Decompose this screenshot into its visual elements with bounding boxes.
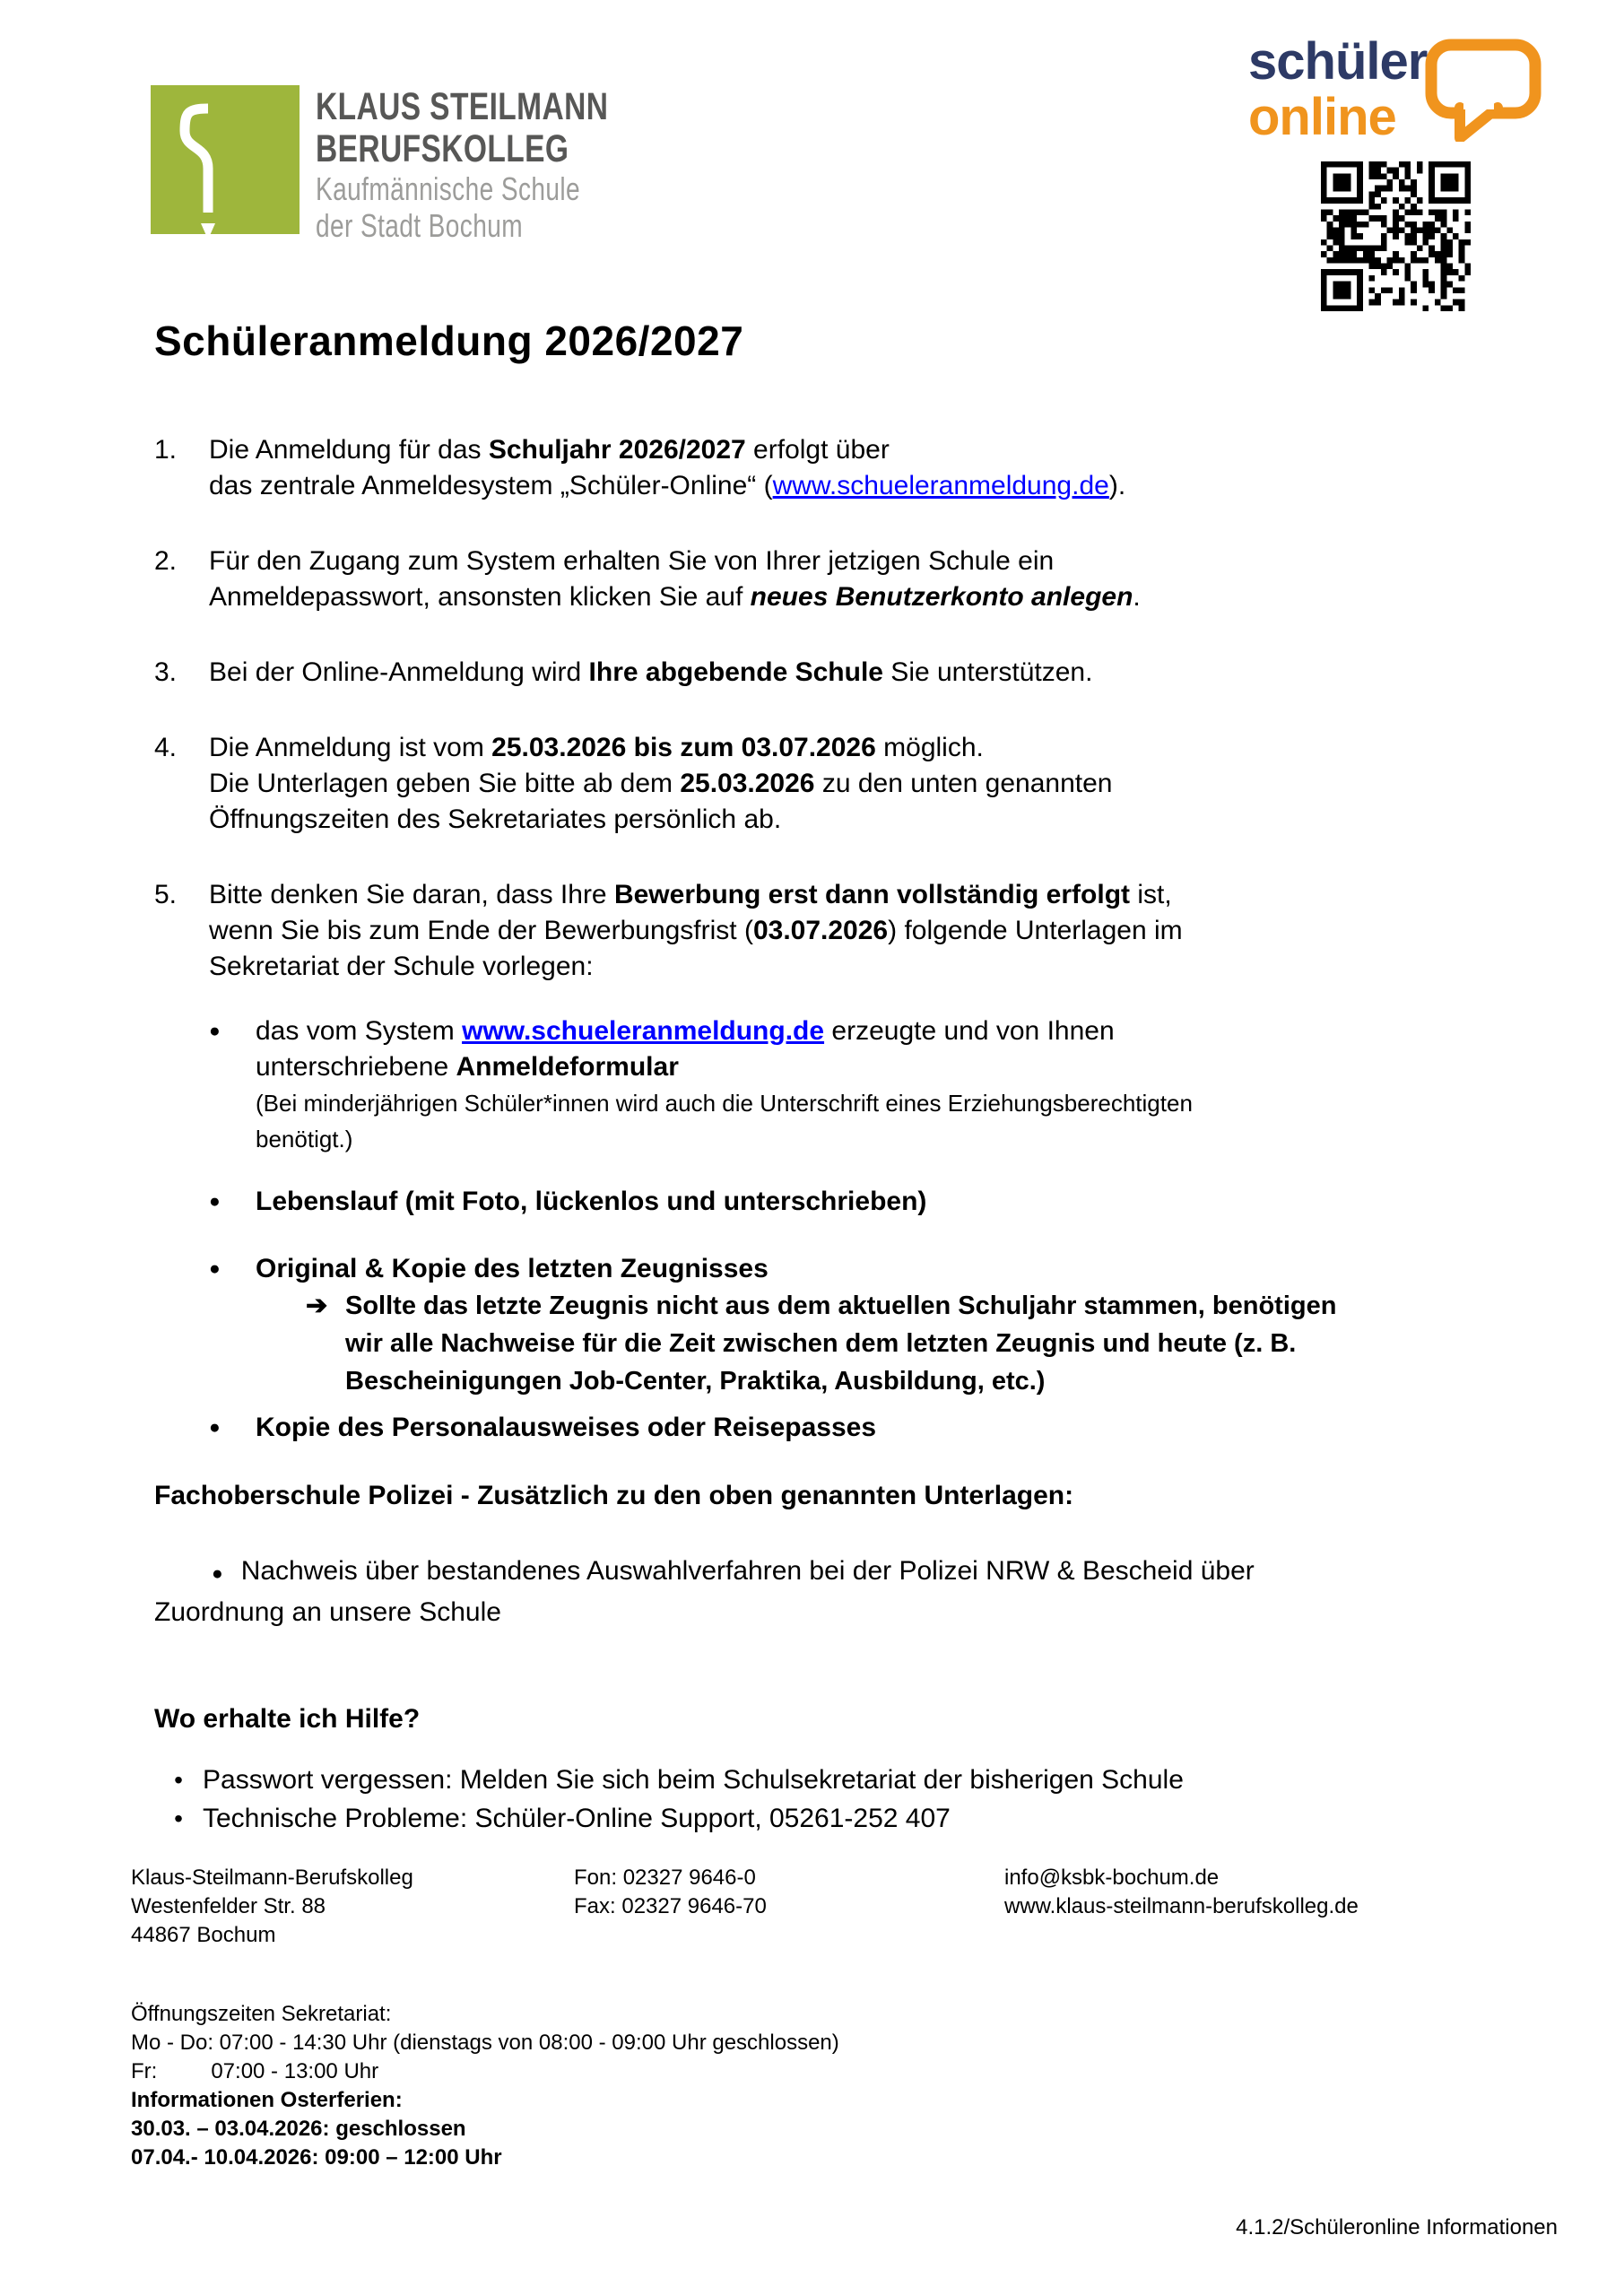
schueleranmeldung-link[interactable]: www.schueleranmeldung.de [462, 1016, 825, 1046]
contact-address [131, 1864, 574, 1950]
phone: Fon: 02327 9646-0 [574, 1866, 756, 1890]
item-text: Bei der Online-Anmeldung wird Ihre abgebende Schule Sie unterstützen. [209, 657, 1093, 687]
help-item-text: Passwort vergessen: Melden Sie sich beim Schulsekretariat der bisherigen Schule [203, 1765, 1184, 1795]
hours-line-bold: 07.04.- 10.04.2026: 09:00 – 12:00 Uhr [131, 2145, 502, 2170]
document-body [154, 316, 1540, 1838]
opening-hours [131, 2000, 1557, 2172]
speech-bubble-icon [1424, 38, 1542, 142]
numbered-item-1 [154, 432, 1540, 504]
footer [131, 1864, 1557, 2172]
item-number: 1. [154, 435, 178, 465]
item-text: Die Anmeldung ist vom 25.03.2026 bis zum 03.07.2026 möglich. Die Unterlagen geben Sie bitte ab dem 25.03.2026 zu den unten genannten Öffnungszeiten des Sekretariates persönlich ab. [209, 733, 1113, 834]
help-heading: Wo erhalte ich Hilfe? [154, 1704, 421, 1734]
bullet-icon: ● [209, 1191, 221, 1212]
schueler-online-logo [1248, 34, 1427, 145]
hours-line-bold: 30.03. – 03.04.2026: geschlossen [131, 2117, 466, 2141]
item-text: Für den Zugang zum System erhalten Sie von Ihrer jetzigen Schule ein Anmeldepasswort, ansonsten klicken Sie auf neues Benutzerkonto anlegen. [209, 546, 1141, 612]
school-sub-line2: der Stadt Bochum [316, 207, 524, 244]
fachoberschule-bullet [154, 1552, 1540, 1631]
hours-line: Fr: 07:00 - 13:00 Uhr [131, 2059, 379, 2083]
item-text: Die Anmeldung für das Schuljahr 2026/2027 erfolgt über das zentrale Anmeldesystem „Schüler-Online“ (www.schueleranmeldung.de). [209, 435, 1126, 500]
help-item-technical [154, 1799, 1540, 1838]
item-number: 4. [154, 733, 178, 762]
numbered-item-5 [154, 877, 1540, 985]
bullet-text: Kopie des Personalausweises oder Reisepasses [256, 1413, 877, 1442]
bullet-text: das vom System www.schueleranmeldung.de erzeugte und von Ihnen unterschriebene Anmeldeformular (Bei minderjährigen Schüler*innen wird auch die Unterschrift eines Erziehungsberechtigten benötigt.) [256, 1016, 1193, 1152]
contact-phone [574, 1864, 1004, 1950]
item-number: 2. [154, 546, 178, 576]
bullet-text: Lebenslauf (mit Foto, lückenlos und unterschrieben) [256, 1187, 927, 1216]
school-sub-line1: Kaufmännische Schule [316, 170, 581, 207]
numbered-item-4 [154, 730, 1540, 838]
bullet-icon: ● [209, 1021, 221, 1041]
page-title: Schüleranmeldung 2026/2027 [154, 317, 744, 364]
pencil-s-icon [167, 98, 224, 250]
item-number: 3. [154, 657, 178, 687]
zeugnis-note-text: Sollte das letzte Zeugnis nicht aus dem aktuellen Schuljahr stammen, benötigen wir alle Nachweise für die Zeit zwischen dem letzten Zeugnis und heute (z. B. Bescheinigungen Job-Center, Praktika, Ausbildung, etc.) [345, 1292, 1337, 1396]
bullet-icon: ● [209, 1258, 221, 1279]
bullet-lebenslauf [209, 1184, 1540, 1220]
numbered-item-3 [154, 655, 1540, 691]
item-text: Bitte denken Sie daran, dass Ihre Bewerbung erst dann vollständig erfolgt ist, wenn Sie bis zum Ende der Bewerbungsfrist (03.07.2026) folgende Unterlagen im Sekretariat der Schule vorlegen: [209, 880, 1183, 981]
schueleranmeldung-link[interactable]: www.schueleranmeldung.de [772, 471, 1109, 500]
school-name-line2: BERUFSKOLLEG [316, 127, 569, 170]
contact-columns [131, 1864, 1557, 1950]
zeugnis-note [306, 1287, 1540, 1400]
bullet-text: Original & Kopie des letzten Zeugnisses [256, 1254, 769, 1283]
fax: Fax: 02327 9646-70 [574, 1894, 767, 1918]
school-name-line1: KLAUS STEILMANN [316, 85, 609, 128]
street: Westenfelder Str. 88 [131, 1894, 326, 1918]
website: www.klaus-steilmann-berufskolleg.de [1004, 1894, 1359, 1918]
schueler-online-word1: schüler [1248, 32, 1428, 91]
bullet-zeugnis [209, 1251, 1540, 1287]
hours-line: Mo - Do: 07:00 - 14:30 Uhr (dienstags von 08:00 - 09:00 Uhr geschlossen) [131, 2031, 839, 2055]
arrow-icon: ➔ [306, 1292, 328, 1320]
hours-line: Öffnungszeiten Sekretariat: [131, 2002, 392, 2026]
bullet-personalausweis [209, 1410, 1540, 1446]
help-item-password [154, 1761, 1540, 1799]
fachoberschule-heading: Fachoberschule Polizei - Zusätzlich zu den oben genannten Unterlagen: [154, 1481, 1074, 1510]
item-number: 5. [154, 880, 178, 909]
help-item-text: Technische Probleme: Schüler-Online Support, 05261-252 407 [203, 1804, 951, 1833]
sub-bullet-icon: • [174, 1805, 183, 1832]
bullet-anmeldeformular [209, 1013, 1540, 1157]
sub-bullet-icon: • [174, 1766, 183, 1794]
fachoberschule-bullet-text: Nachweis über bestandenes Auswahlverfahren bei der Polizei NRW & Bescheid über Zuordnung an unsere Schule [154, 1556, 1255, 1627]
schueler-online-word2: online [1248, 88, 1396, 146]
school-logo-text [316, 86, 690, 244]
hours-line-bold: Informationen Osterferien: [131, 2088, 403, 2112]
school-name: Klaus-Steilmann-Berufskolleg [131, 1866, 413, 1890]
city: 44867 Bochum [131, 1923, 276, 1947]
qr-code [1321, 161, 1471, 311]
numbered-item-2 [154, 544, 1540, 615]
bullet-icon: ● [209, 1417, 221, 1438]
school-logo [151, 85, 300, 234]
bullet-icon: ● [212, 1563, 223, 1584]
page-reference: 4.1.2/Schüleronline Informationen [1236, 2215, 1558, 2239]
contact-web [1004, 1864, 1557, 1950]
email: info@ksbk-bochum.de [1004, 1866, 1220, 1890]
required-documents-list [209, 1013, 1540, 1446]
